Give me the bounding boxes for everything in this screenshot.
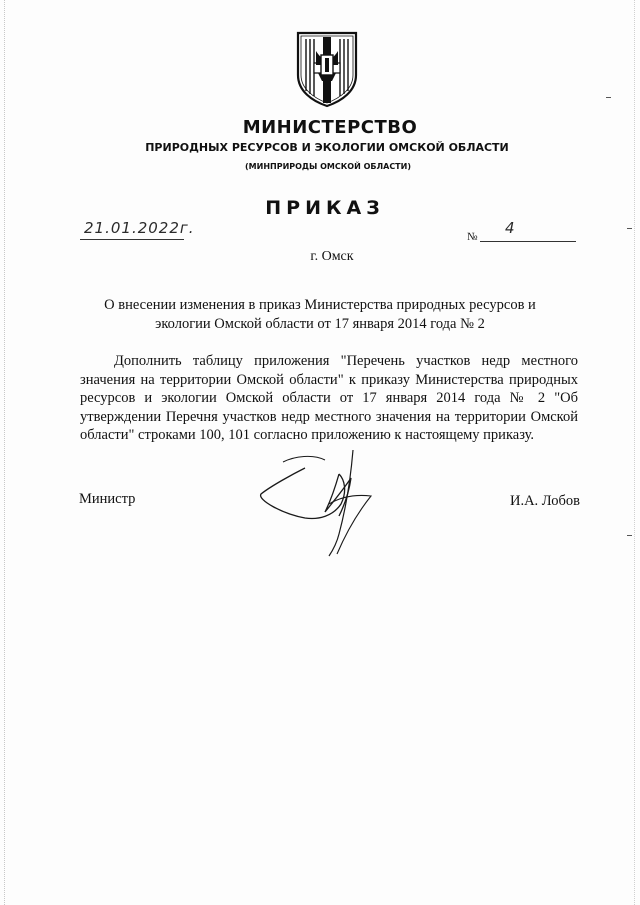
signatory-title: Министр <box>79 491 136 507</box>
document-subject: О внесении изменения в приказ Министерства природных ресурсов и экологии Омской области от 17 января 2014 года № 2 <box>104 297 536 332</box>
scan-mark <box>627 228 632 229</box>
city: г. Омск <box>310 249 354 264</box>
document-body: Дополнить таблицу приложения "Перечень участков недр местного значения на территории Омской области" к приказу Министерства природных ресурсов и экологии Омской области от 17 января 2014 года № 2 "Об утверждении Перечня участков недр местного значения на территории Омской области" строками 100, 101 согласно приложению к настоящему приказу. <box>80 353 578 443</box>
signatory-name: И.А. Лобов <box>509 493 580 509</box>
ministry-title: МИНИСТЕРСТВО <box>242 117 418 138</box>
document-type-title: ПРИКАЗ <box>265 197 385 219</box>
scan-mark <box>627 535 632 536</box>
ministry-short-name: (МИНПРИРОДЫ ОМСКОЙ ОБЛАСТИ) <box>245 162 411 171</box>
document-number: 4 <box>505 219 515 237</box>
number-underline <box>480 241 576 242</box>
date-underline <box>80 239 184 240</box>
scan-mark <box>606 97 611 98</box>
handwritten-signature <box>253 444 383 559</box>
ministry-subtitle: ПРИРОДНЫХ РЕСУРСОВ И ЭКОЛОГИИ ОМСКОЙ ОБЛАСТИ <box>145 141 509 154</box>
number-label: № <box>467 231 478 243</box>
coat-of-arms-icon <box>292 29 362 109</box>
document-date: 21.01.2022г. <box>84 219 195 237</box>
